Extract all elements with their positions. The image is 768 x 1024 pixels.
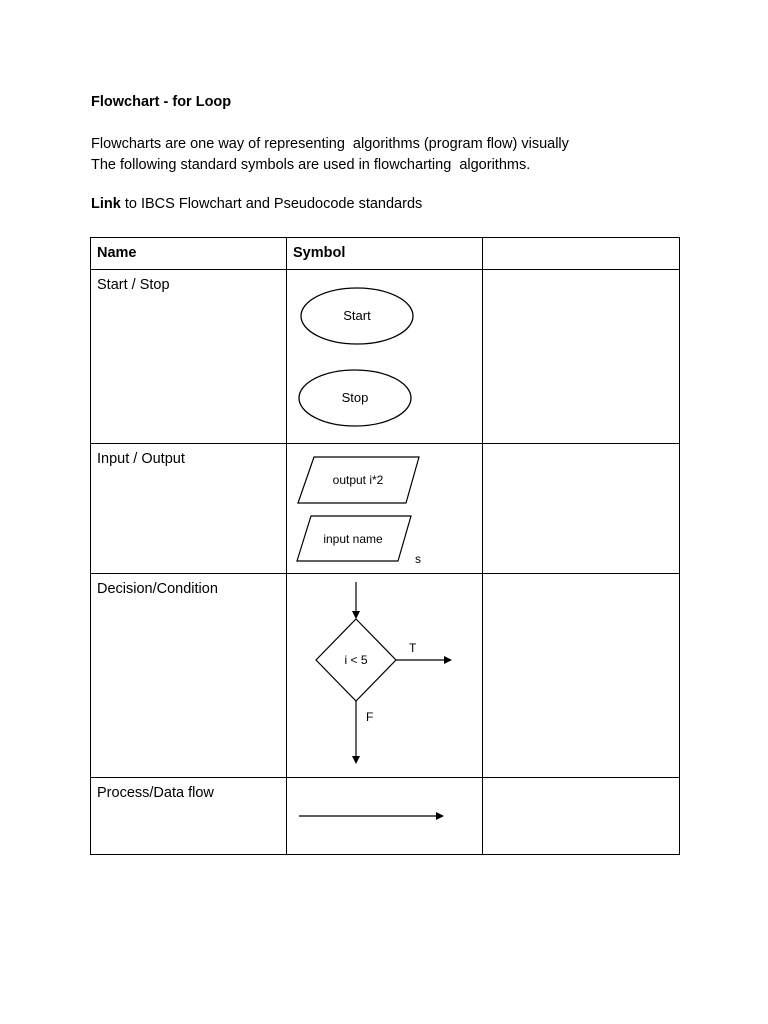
- symbols-table: [90, 237, 680, 855]
- table-row: [91, 444, 680, 574]
- output-label: output i*2: [332, 473, 384, 487]
- start-stop-symbols: [287, 270, 483, 443]
- table-row: [91, 778, 680, 855]
- condition-label: i < 5: [344, 653, 368, 667]
- intro-paragraph: [91, 134, 569, 176]
- intro-line-2: The following standard symbols are used in flowcharting algorithms.: [91, 157, 531, 173]
- row-name: Input / Output: [97, 451, 185, 467]
- input-output-symbols: [287, 444, 483, 573]
- row-name-cell: [91, 270, 287, 444]
- row-symbol-cell: [287, 270, 483, 444]
- process-flow-symbol: [287, 778, 483, 854]
- row-name-cell: [91, 778, 287, 855]
- true-label: T: [409, 641, 417, 655]
- table-header-row: [91, 238, 680, 270]
- row-symbol-cell: [287, 444, 483, 574]
- row-empty-cell: [483, 574, 680, 778]
- table-row: [91, 270, 680, 444]
- false-label: F: [366, 710, 374, 724]
- row-name: Start / Stop: [97, 277, 170, 293]
- header-name: Name: [91, 238, 287, 270]
- row-name-cell: [91, 444, 287, 574]
- link-line: [91, 196, 422, 212]
- row-empty-cell: [483, 444, 680, 574]
- link-description: to IBCS Flowchart and Pseudocode standards: [120, 196, 423, 212]
- input-label: input name: [323, 532, 383, 546]
- row-symbol-cell: [287, 574, 483, 778]
- header-symbol: Symbol: [287, 238, 483, 270]
- row-name: Process/Data flow: [97, 785, 214, 801]
- start-label: Start: [343, 308, 371, 323]
- intro-line-1: Flowcharts are one way of representing algorithms (program flow) visually: [91, 136, 569, 152]
- decision-symbol: [287, 574, 483, 777]
- header-empty: [483, 238, 680, 270]
- row-empty-cell: [483, 270, 680, 444]
- row-name: Decision/Condition: [97, 581, 218, 597]
- row-name-cell: [91, 574, 287, 778]
- row-empty-cell: [483, 778, 680, 855]
- input-suffix-label: s: [415, 552, 421, 566]
- table-row: [91, 574, 680, 778]
- page-title: Flowchart - for Loop: [91, 94, 232, 110]
- stop-label: Stop: [341, 390, 369, 405]
- link-label[interactable]: Link: [91, 196, 121, 212]
- row-symbol-cell: [287, 778, 483, 855]
